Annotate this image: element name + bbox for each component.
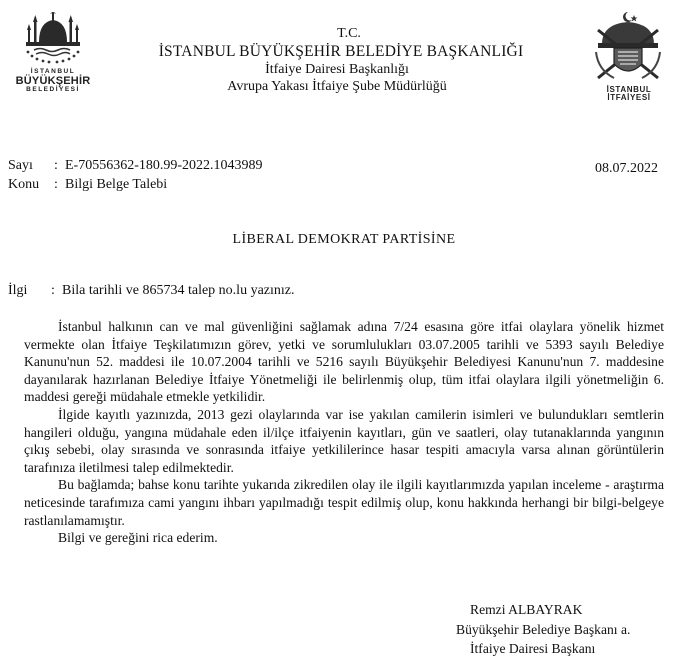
fire-department-logo-text bbox=[596, 86, 662, 103]
konu-label: Konu bbox=[8, 177, 40, 192]
ibb-logo-line-1: İSTANBUL bbox=[30, 68, 76, 75]
signatory-title-2: İtfaiye Dairesi Başkanı bbox=[470, 641, 596, 656]
header-institution: İSTANBUL BÜYÜKŞEHİR BELEDİYE BAŞKANLIĞI bbox=[158, 43, 524, 60]
fire-logo-line-1: İSTANBUL bbox=[606, 85, 652, 94]
konu-value: Bilgi Belge Talebi bbox=[65, 177, 168, 192]
header-branch: Avrupa Yakası İtfaiye Şube Müdürlüğü bbox=[227, 79, 447, 94]
header-tc: T.C. bbox=[337, 26, 361, 41]
ibb-logo-line-3: BELEDİYESİ bbox=[26, 86, 80, 94]
konu-separator: : bbox=[54, 177, 58, 192]
istanbul-fire-department-emblem-icon bbox=[588, 8, 668, 84]
reference-label: İlgi bbox=[8, 283, 28, 298]
reference-text: Bila tarihli ve 865734 talep no.lu yazınız. bbox=[62, 283, 295, 298]
header-department: İtfaiye Dairesi Başkanlığı bbox=[265, 62, 409, 77]
paragraph: İstanbul halkının can ve mal güvenliğini sağlamak adına 7/24 esasına göre itfai olaylara yönelik hizmet vermekte olan İtfaiye Teşkilatımızın görev, yetki ve sorumlulukları 03.07.2005 tarihli ve 5393 sayılı Belediye Kanunu'nun 52. maddesi ile 10.07.2004 tarihli ve 5216 sayılı Büyükşehir Belediyesi Kanunu'nun 7. maddesine dayanılarak hazırlanan Belediye İtfaiye Yönetmeliği ile belirlenmiş olup, tüm itfai olaylara ilgili yönetmeliğin 6. maddesi gereği müdahale etmekle yetkilidir. bbox=[24, 319, 664, 405]
document-date: 08.07.2022 bbox=[595, 161, 658, 176]
fire-department-logo bbox=[588, 8, 668, 108]
fire-logo-line-2: İTFAİYESİ bbox=[607, 93, 651, 103]
paragraph: Bilgi ve gereğini rica ederim. bbox=[58, 530, 218, 546]
sayi-separator: : bbox=[54, 158, 58, 173]
paragraph: İlgide kayıtlı yazınızda, 2013 gezi olaylarında var ise yakılan camilerin isimleri ve bulundukları semtlerin hangileri olduğu, yangına müdahale eden il/ilçe itfaiyenin kayıtları, gün ve saatleri, olay tutanaklarında yangının çıkış sebebi, olay sırasında ve sonrasında itfaiye yetkililerince hasar tespiti amacıyla varsa alınan görüntülerin tarafınıza iletilmesi talep edilmektedir. bbox=[24, 406, 664, 475]
sayi-label: Sayı bbox=[8, 158, 33, 173]
recipient: LİBERAL DEMOKRAT PARTİSİNE bbox=[232, 232, 456, 247]
ibb-logo-line-2: BÜYÜKŞEHİR bbox=[15, 74, 91, 87]
sayi-value: E-70556362-180.99-2022.1043989 bbox=[65, 158, 263, 173]
reference-separator: : bbox=[51, 283, 55, 298]
signatory-name: Remzi ALBAYRAK bbox=[470, 602, 583, 617]
paragraph: Bu bağlamda; bahse konu tarihte yukarıda zikredilen olay ile ilgili kayıtlarımızda yapılan inceleme - araştırma neticesinde tarafımıza cami yangını ihbarı yapılmadığı tespit edilmiş olup, konu hakkında herhangi bir bilgi-belgeye rastlanılamamıştır. bbox=[24, 477, 664, 528]
signatory-title-1: Büyükşehir Belediye Başkanı a. bbox=[456, 622, 631, 637]
letter-body bbox=[24, 318, 664, 547]
